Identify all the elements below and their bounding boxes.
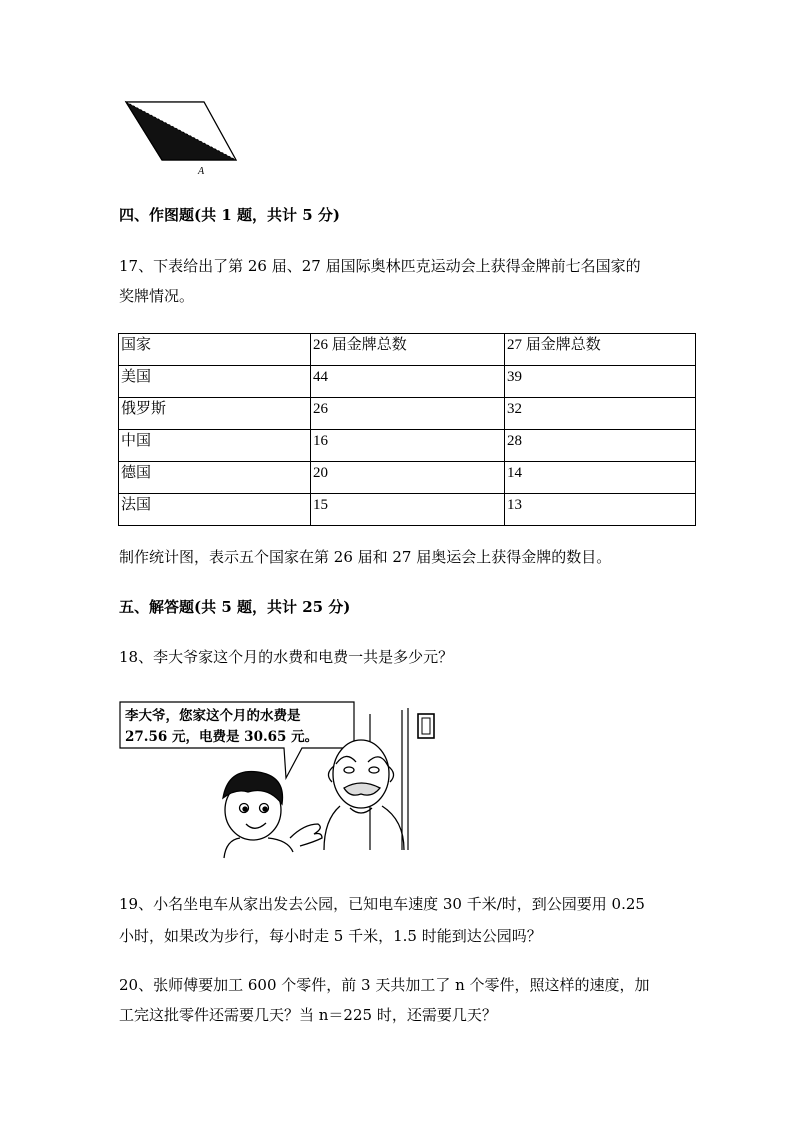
- table-cell: 德国: [119, 462, 311, 494]
- table-cell: 20: [311, 462, 505, 494]
- wall-picture-frame: [414, 710, 440, 740]
- table-cell: 中国: [119, 430, 311, 462]
- q20-line1: 20、张师傅要加工 600 个零件，前 3 天共加工了 n 个零件，照这样的速度，加: [119, 976, 650, 994]
- table-cell: 15: [311, 494, 505, 526]
- q17-line2: 奖牌情况。: [119, 287, 195, 305]
- table-header-cell: 26 届金牌总数: [311, 334, 505, 366]
- table-cell: 32: [505, 398, 696, 430]
- q19-line2: 小时，如果改为步行，每小时走 5 千米，1.5 时能到达公园吗？: [119, 927, 542, 945]
- table-row: [119, 494, 696, 526]
- table-cell: 39: [505, 366, 696, 398]
- table-header-cell: 27 届金牌总数: [505, 334, 696, 366]
- speech-bubble-line2: 27.56 元，电费是 30.65 元。: [125, 729, 319, 745]
- section4-heading: 四、作图题(共 1 题，共计 5 分): [119, 206, 340, 224]
- table-row: [119, 398, 696, 430]
- table-cell: 法国: [119, 494, 311, 526]
- table-cell: 16: [311, 430, 505, 462]
- table-row: [119, 430, 696, 462]
- table-cell: 俄罗斯: [119, 398, 311, 430]
- table-cell: 14: [505, 462, 696, 494]
- table-row: [119, 366, 696, 398]
- table-cell: 美国: [119, 366, 311, 398]
- table-row: [119, 462, 696, 494]
- section5-heading: 五、解答题(共 5 题，共计 25 分): [119, 598, 351, 616]
- q19-line1: 19、小名坐电车从家出发去公园，已知电车速度 30 千米/时，到公园要用 0.25: [119, 895, 645, 913]
- parallelogram-figure: [120, 96, 245, 178]
- table-cell: 44: [311, 366, 505, 398]
- table-cell: 28: [505, 430, 696, 462]
- table-cell: 26: [311, 398, 505, 430]
- q18-text: 18、李大爷家这个月的水费和电费一共是多少元？: [119, 648, 454, 666]
- vertex-label-a: A: [198, 166, 205, 177]
- table-header-cell: 国家: [119, 334, 311, 366]
- speech-bubble-line1: 李大爷，您家这个月的水费是: [125, 708, 301, 724]
- q17-task: 制作统计图，表示五个国家在第 26 届和 27 届奥运会上获得金牌的数目。: [119, 548, 612, 566]
- q17-line1: 17、下表给出了第 26 届、27 届国际奥林匹克运动会上获得金牌前七名国家的: [119, 257, 641, 275]
- gold-medal-table: [118, 333, 696, 526]
- q20-line2: 工完这批零件还需要几天？当 n＝225 时，还需要几天？: [119, 1006, 497, 1024]
- table-header-row: [119, 334, 696, 366]
- table-cell: 13: [505, 494, 696, 526]
